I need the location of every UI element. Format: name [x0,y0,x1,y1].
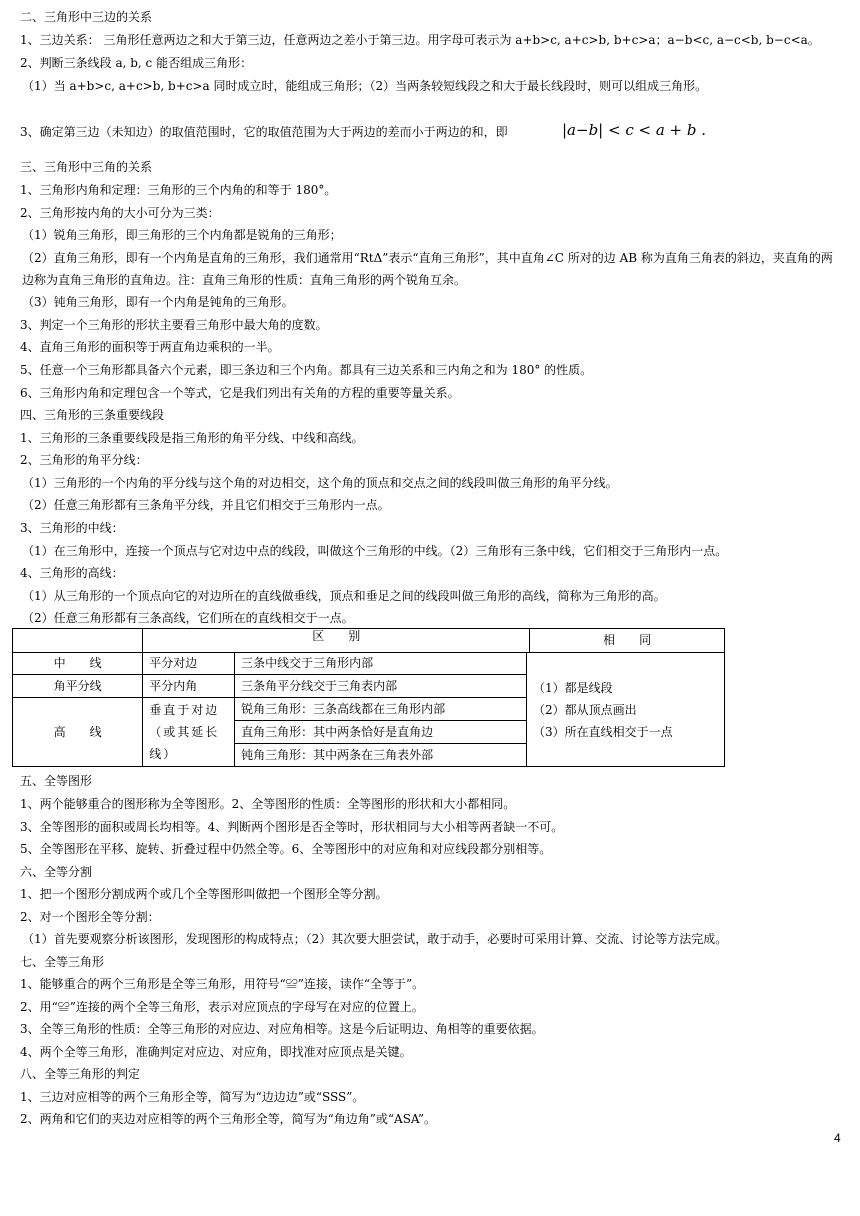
text-line: 1、三边关系： 三角形任意两边之和大于第三边，任意两边之差小于第三边。用字母可表示为 a+b>c, a+c>b, b+c>a；a−b<c, a−c<b, b−c<a。 [20,33,820,47]
same-header: 相 同 [529,629,724,652]
text-line: 3、判定一个三角形的形状主要看三角形中最大角的度数。 [20,318,328,332]
text-line: （3）钝角三角形，即有一个内角是钝角的三角形。 [22,295,294,309]
text-line: 1、两个能够重合的图形称为全等图形。2、全等图形的性质：全等图形的形状和大小都相同。 [20,797,516,811]
section-title: 四、三角形的三条重要线段 [20,408,165,422]
bisector-position: 三条角平分线交于三角表内部 [235,675,527,698]
section-title: 七、全等三角形 [20,955,105,969]
text-line: 5、任意一个三角形都具备六个元素，即三条边和三个内角。都具有三边关系和三内角之和为 180° 的性质。 [20,363,593,377]
text-line: （1）在三角形中，连接一个顶点与它对边中点的线段，叫做这个三角形的中线。（2）三角形有三条中线，它们相交于三角形内一点。 [22,544,728,558]
section-title: 六、全等分割 [20,865,93,879]
altitude-definition: 垂直于对边（或其延长线） [143,698,235,767]
table-row [13,629,725,653]
text-line: 3、全等三角形的性质：全等三角形的对应边、对应角相等。这是今后证明边、角相等的重要依据。 [20,1022,544,1036]
text-line: 2、对一个图形全等分割： [20,910,160,924]
text-line: （1）首先要观察分析该图形，发现图形的构成特点；（2）其次要大胆尝试，敢于动手，必要时可采用计算、交流、讨论等方法完成。 [22,932,728,946]
section-title: 二、三角形中三边的关系 [20,10,153,24]
text-line: 4、三角形的高线： [20,566,124,580]
altitude-obtuse: 钝角三角形：其中两条在三角表外部 [235,744,527,767]
text-line: （1）从三角形的一个顶点向它的对边所在的直线做垂线，顶点和垂足之间的线段叫做三角形的高线，简称为三角形的高。 [22,589,666,603]
median-definition: 平分对边 [143,653,235,675]
table-row [13,653,725,675]
text-line: 2、用“≌”连接的两个全等三角形，表示对应顶点的字母写在对应的位置上。 [20,1000,424,1014]
inequality-formula: |a−b| < c < a + b . [562,121,707,139]
text-paragraph: （2）直角三角形，即有一个内角是直角的三角形，我们通常用“RtΔ”表示“直角三角形”，其中直角∠C 所对的边 AB 称为直角三角表的斜边，夹直角的两边称为直角三角形的直角边。注：直角三角形的性质：直角三角形的两个锐角互余。 [22,251,833,287]
text-line: 5、全等图形在平移、旋转、折叠过程中仍然全等。6、全等图形中的对应角和对应线段都分别相等。 [20,842,552,856]
text-line: （1）锐角三角形，即三角形的三个内角都是锐角的三角形； [22,228,342,242]
text-line: 1、三角形内角和定理：三角形的三个内角的和等于 180°。 [20,183,337,197]
text-line: 6、三角形内角和定理包含一个等式，它是我们列出有关角的方程的重要等量关系。 [20,386,460,400]
text-line: 4、两个全等三角形，准确判定对应边、对应角，即找准对应顶点是关键。 [20,1045,412,1059]
median-position: 三条中线交于三角形内部 [235,653,527,675]
section-title: 三、三角形中三角的关系 [20,160,153,174]
text-line: （1）三角形的一个内角的平分线与这个角的对边相交，这个角的顶点和交点之间的线段叫做三角形的角平分线。 [22,476,618,490]
altitude-acute: 锐角三角形：三条高线都在三角形内部 [235,698,527,721]
row-label-altitude: 高 线 [13,698,143,767]
text-line: 2、三角形按内角的大小可分为三类： [20,206,220,220]
text-line: 2、两角和它们的夹边对应相等的两个三角形全等，简写为“角边角”或“ASA”。 [20,1112,436,1126]
text-line: 2、三角形的角平分线： [20,453,148,467]
text-line: 1、三角形的三条重要线段是指三角形的角平分线、中线和高线。 [20,431,364,445]
table-header-row [143,629,725,653]
text-line: 1、把一个图形分割成两个或几个全等图形叫做把一个图形全等分割。 [20,887,388,901]
text-line: 1、能够重合的两个三角形是全等三角形，用符号“≌”连接，读作“全等于”。 [20,977,425,991]
diff-header: 区 别 [312,629,361,643]
section-title: 五、全等图形 [20,774,93,788]
row-label-bisector: 角平分线 [13,675,143,698]
same-item: （3）所在直线相交于一点 [533,724,673,739]
same-item: （1）都是线段 [533,680,613,695]
text-line: 3、三角形的中线： [20,521,124,535]
text-line: （2）任意三角形都有三条角平分线，并且它们相交于三角形内一点。 [22,498,390,512]
same-cell [527,653,725,767]
page-number: 4 [834,1131,841,1145]
table-cell-empty [13,629,143,653]
text-line: 4、直角三角形的面积等于两直角边乘积的一半。 [20,340,280,354]
text-line: 3、确定第三边（未知边）的取值范围时，它的取值范围为大于两边的差而小于两边的和，即 [20,125,508,139]
text-line: 2、判断三条线段 a, b, c 能否组成三角形： [20,56,253,70]
comparison-table [12,628,725,767]
bisector-definition: 平分内角 [143,675,235,698]
row-label-median: 中 线 [13,653,143,675]
text-line: 3、全等图形的面积或周长均相等。4、判断两个图形是否全等时，形状相同与大小相等两者缺一不可。 [20,820,564,834]
altitude-right: 直角三角形：其中两条恰好是直角边 [235,721,527,744]
text-line: （1）当 a+b>c, a+c>b, b+c>a 同时成立时，能组成三角形；（2）当两条较短线段之和大于最长线段时，则可以组成三角形。 [22,79,708,93]
text-line: 1、三边对应相等的两个三角形全等，简写为“边边边”或“SSS”。 [20,1090,365,1104]
same-item: （2）都从顶点画出 [533,702,637,717]
text-line: （2）任意三角形都有三条高线，它们所在的直线相交于一点。 [22,611,354,625]
section-title: 八、全等三角形的判定 [20,1067,141,1081]
